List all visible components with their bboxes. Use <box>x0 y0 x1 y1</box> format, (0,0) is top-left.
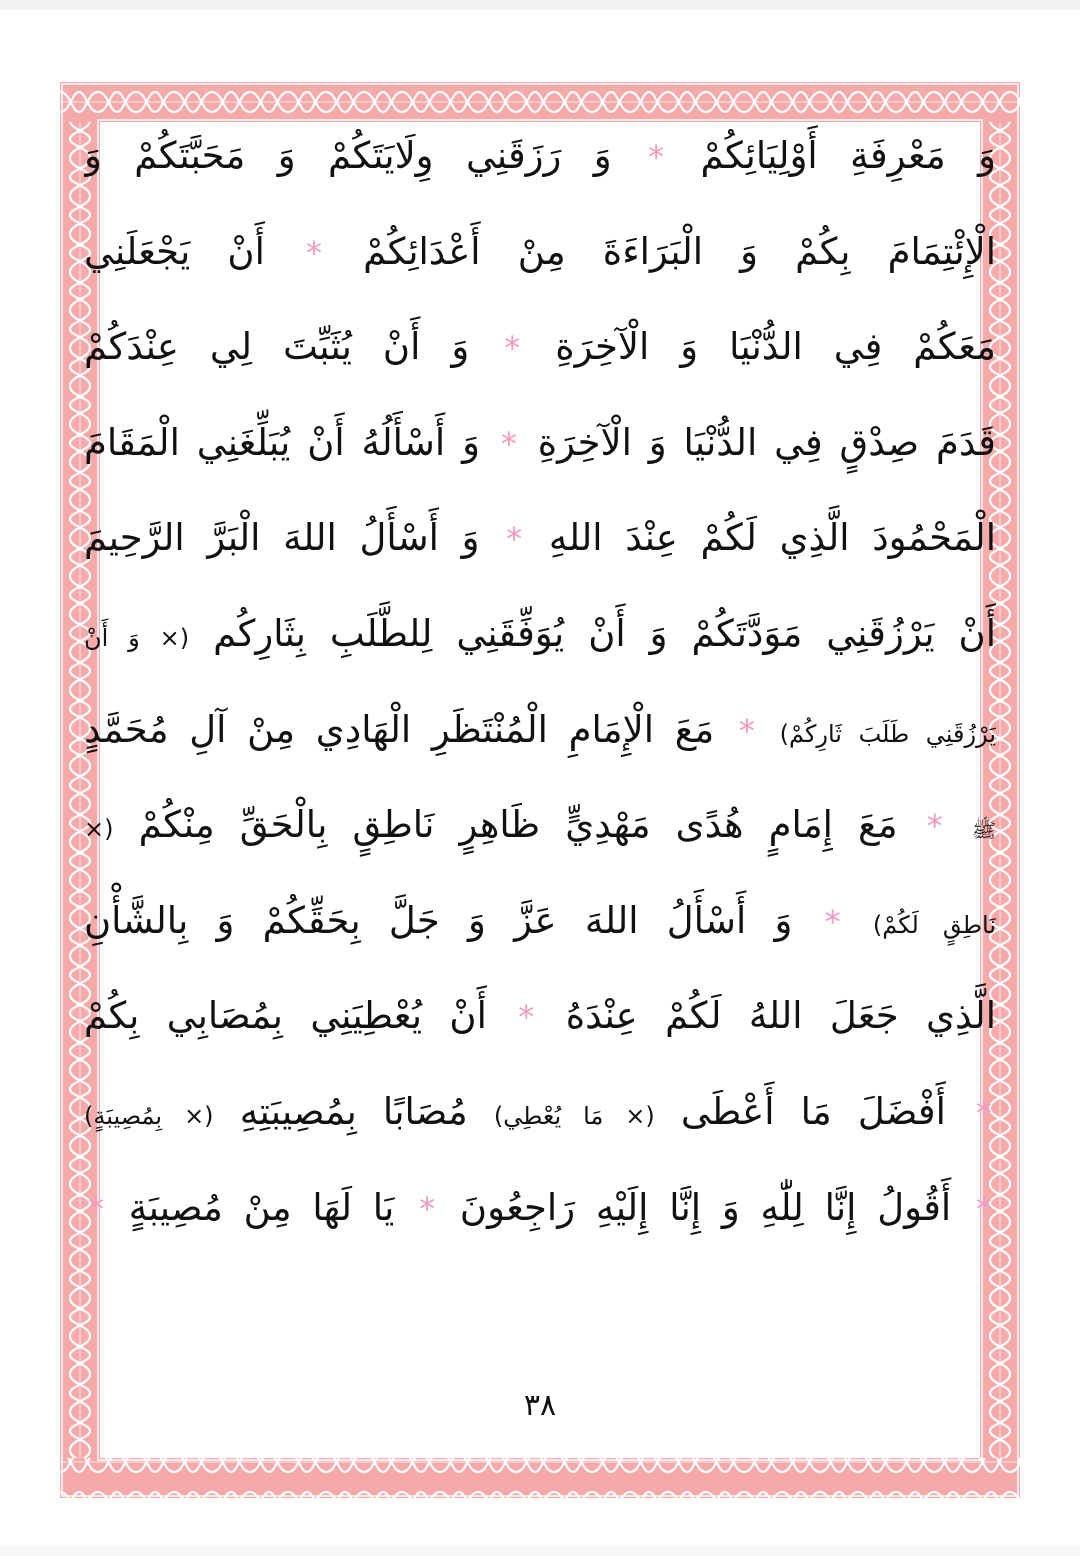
text-segment: أَنْ يُعْطِيَنِي بِمُصَابِي بِكُمْ <box>84 994 487 1038</box>
text-segment: أَفْضَلَ مَا أَعْطَى <box>680 1089 946 1133</box>
text-line <box>84 873 996 969</box>
text-line <box>84 299 996 395</box>
star-separator-icon: * <box>306 233 323 272</box>
text-line <box>84 204 996 300</box>
text-segment: وَ مَعْرِفَةِ أَوْلِيَائِكُمْ <box>700 134 996 177</box>
page-number: ٣٨ <box>523 1388 557 1423</box>
book-page <box>0 10 1080 1546</box>
star-separator-icon: * <box>518 998 535 1037</box>
text-segment: مَعَ إِمَامٍ هُدًى مَهْدِيٍّ ظَاهِرٍ نَاطِقٍ بِالْحَقِّ مِنْكُمْ <box>138 803 898 847</box>
top-strip <box>0 0 1080 10</box>
text-line <box>84 1064 996 1160</box>
variant-note: (× <box>84 815 114 844</box>
text-segment: الَّذِي جَعَلَ اللهُ لَكُمْ عِنْدَهُ <box>565 994 996 1038</box>
text-segment: وَ رَزَقَنِي وِلَايَتَكُمْ وَ مَحَبَّتَكُمْ وَ <box>84 134 612 177</box>
star-separator-icon: * <box>824 902 841 941</box>
star-separator-icon: * <box>504 329 521 368</box>
text-segment: مَعَ الْإِمَامِ الْمُنْتَظَرِ الْهَادِي مِنْ آلِ مُحَمَّدٍ <box>84 707 715 751</box>
text-segment: وَ أَسْأَلُ اللهَ عَزَّ وَ جَلَّ بِحَقِّكُمْ وَ بِالشَّأْنِ <box>84 898 793 942</box>
star-separator-icon: * <box>500 424 517 463</box>
variant-note: (× وَ أَنْ <box>84 623 190 652</box>
star-separator-icon: * <box>648 138 665 176</box>
text-segment: الْمَحْمُودَ الَّذِي لَكُمْ عِنْدَ اللهِ <box>548 516 996 560</box>
star-separator-icon: * <box>506 520 523 559</box>
text-segment: قَدَمَ صِدْقٍ فِي الدُّنْيَا وَ الْآخِرَةِ <box>537 420 996 464</box>
star-separator-icon: * <box>738 711 755 750</box>
honorific-glyph: ﷺ <box>971 818 996 843</box>
text-line <box>84 682 996 778</box>
text-segment: وَ أَسْأَلُ اللهَ الْبَرَّ الرَّحِيمَ <box>84 516 480 560</box>
star-separator-icon: * <box>976 1189 992 1228</box>
text-segment: أَقُولُ إِنَّا لِلّٰهِ وَ إِنَّا إِلَيْهِ رَاجِعُونَ <box>459 1185 952 1229</box>
text-line <box>84 108 996 204</box>
text-line <box>84 586 996 682</box>
text-line <box>84 1160 996 1256</box>
star-separator-icon: * <box>976 1093 993 1132</box>
variant-note: (× مَا يُعْطِي) <box>493 1101 655 1130</box>
text-line <box>84 490 996 586</box>
text-segment: مُصَابًا بِمُصِيبَتِهِ <box>239 1089 468 1133</box>
text-segment: أَنْ يَجْعَلَنِي <box>84 229 265 273</box>
text-segment: يَا لَهَا مِنْ مُصِيبَةٍ <box>128 1185 395 1229</box>
text-segment: وَ أَسْأَلُهُ أَنْ يُبَلِّغَنِي الْمَقَامَ <box>84 420 480 464</box>
text-segment: وَ أَنْ يُثَبِّتَ لِي عِنْدَكُمْ <box>84 325 470 369</box>
variant-note: (× بِمُصِيبَةٍ) <box>84 1101 214 1130</box>
text-line <box>84 395 996 491</box>
star-separator-icon: * <box>926 807 943 846</box>
text-line <box>84 968 996 1064</box>
text-segment: أَنْ يَرْزُقَنِي مَوَدَّتَكُمْ وَ أَنْ يُوَفِّقَنِي لِلطَّلَبِ بِثَارِكُم <box>213 611 996 655</box>
star-separator-icon: * <box>419 1189 436 1228</box>
variant-note: يَرْزُقَنِي طَلَبَ ثَارِكُمْ) <box>779 719 996 748</box>
text-segment: مَعَكُمْ فِي الدُّنْيَا وَ الْآخِرَةِ <box>555 325 996 369</box>
text-segment: الْإِئْتِمَامَ بِكُمْ وَ الْبَرَاءَةَ مِنْ أَعْدَائِكُمْ <box>363 229 996 273</box>
supplication-text <box>84 108 996 1255</box>
star-separator-icon: * <box>88 1189 104 1228</box>
variant-note: نَاطِقٍ لَكُمْ) <box>872 910 996 939</box>
text-line <box>84 777 996 873</box>
